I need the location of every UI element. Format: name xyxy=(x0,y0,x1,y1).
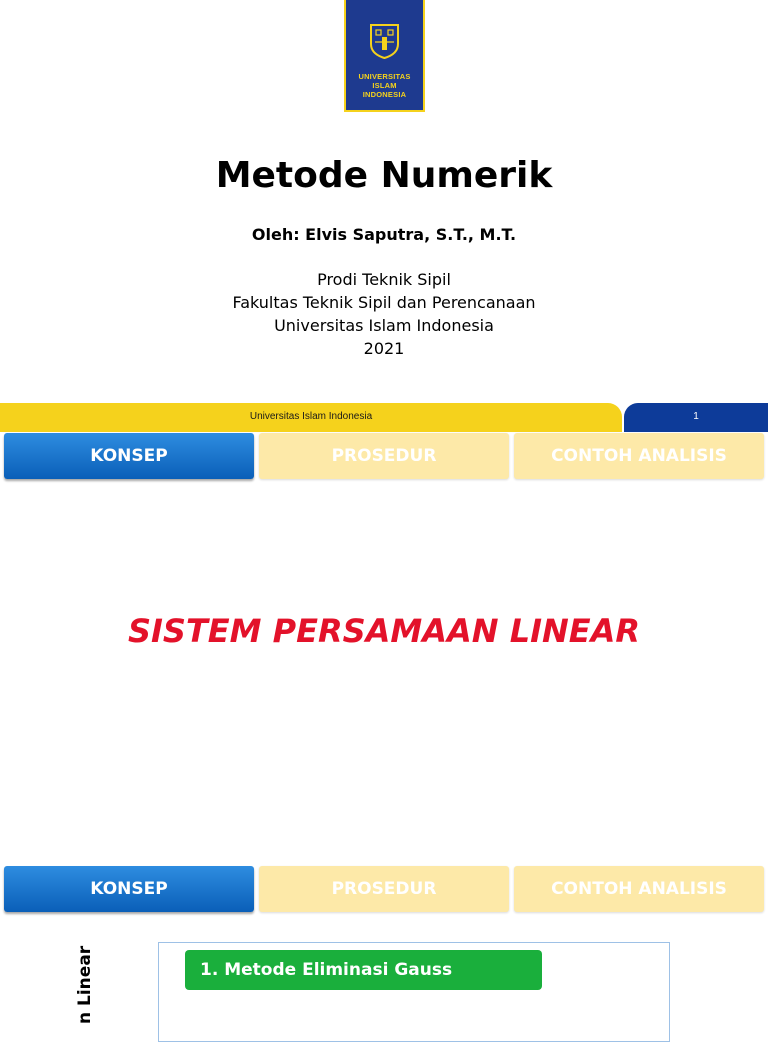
tab-bar-top xyxy=(0,433,768,481)
footer-university: Universitas Islam Indonesia xyxy=(249,411,373,422)
page-number: 1 xyxy=(693,411,699,422)
institution-line-2: Fakultas Teknik Sipil dan Perencanaan xyxy=(232,293,536,312)
logo-text-line-3: INDONESIA xyxy=(362,90,407,99)
institution-line-3: Universitas Islam Indonesia xyxy=(274,316,494,335)
tab-bar-bottom xyxy=(0,866,768,914)
slide-title: Metode Numerik xyxy=(215,155,553,196)
institution-year: 2021 xyxy=(363,339,405,358)
logo-text-line-1: UNIVERSITAS xyxy=(358,72,411,81)
tab-konsep[interactable]: KONSEP xyxy=(4,433,254,479)
university-logo xyxy=(344,0,425,112)
tab-contoh-analisis[interactable]: CONTOH ANALISIS xyxy=(514,433,764,479)
tab-konsep[interactable]: KONSEP xyxy=(4,866,254,912)
section-heading: SISTEM PERSAMAAN LINEAR xyxy=(127,612,641,650)
logo-text-line-2: ISLAM xyxy=(372,81,397,90)
tab-prosedur[interactable]: PROSEDUR xyxy=(259,433,509,479)
tab-contoh-analisis[interactable]: CONTOH ANALISIS xyxy=(514,866,764,912)
method-gauss-button[interactable]: 1. Metode Eliminasi Gauss xyxy=(185,950,542,990)
footer-bar xyxy=(0,403,622,432)
crest-icon xyxy=(368,22,401,60)
author-line: Oleh: Elvis Saputra, S.T., M.T. xyxy=(251,225,517,244)
tab-prosedur[interactable]: PROSEDUR xyxy=(259,866,509,912)
page-number-tab xyxy=(624,403,768,432)
vertical-section-label: n Linear xyxy=(75,945,95,1024)
institution-line-1: Prodi Teknik Sipil xyxy=(317,270,451,289)
